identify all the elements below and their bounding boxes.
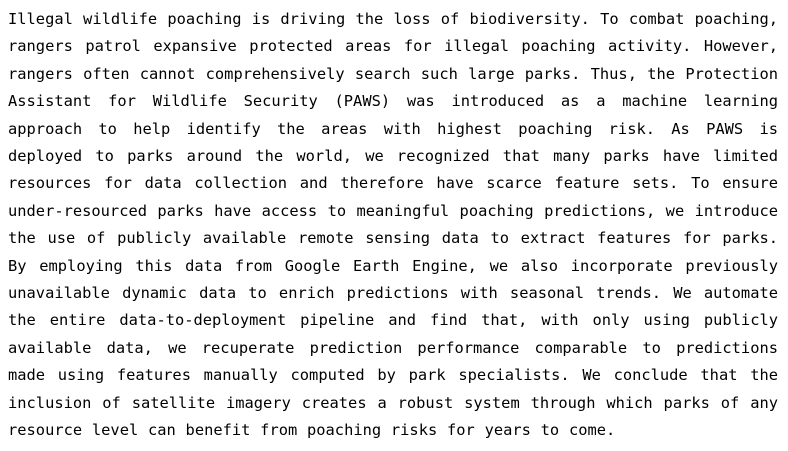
abstract-paragraph: Illegal wildlife poaching is driving the loss of biodiversity. To combat poaching, rangers patrol expansive protected areas for illegal poaching activity. However, rangers often cannot comprehensively search such large parks. Thus, the Protection Assistant for Wildlife Security (PAWS) was introduced as a machine learning approach to help identify the areas with highest poaching risk. As PAWS is deployed to parks around the world, we recognized that many parks have limited resources for data collection and therefore have scarce feature sets. To ensure under-resourced parks have access to meaningful poaching predictions, we introduce the use of publicly available remote sensing data to extract features for parks. By employing this data from Google Earth Engine, we also incorporate previously unavailable dynamic data to enrich predictions with seasonal trends. We automate the entire data-to-deployment pipeline and find that, with only using publicly available data, we recuperate prediction performance comparable to predictions made using features manually computed by park specialists. We conclude that the inclusion of satellite imagery creates a robust system through which parks of any resource level can benefit from poaching risks for years to come. [8, 10, 778, 440]
